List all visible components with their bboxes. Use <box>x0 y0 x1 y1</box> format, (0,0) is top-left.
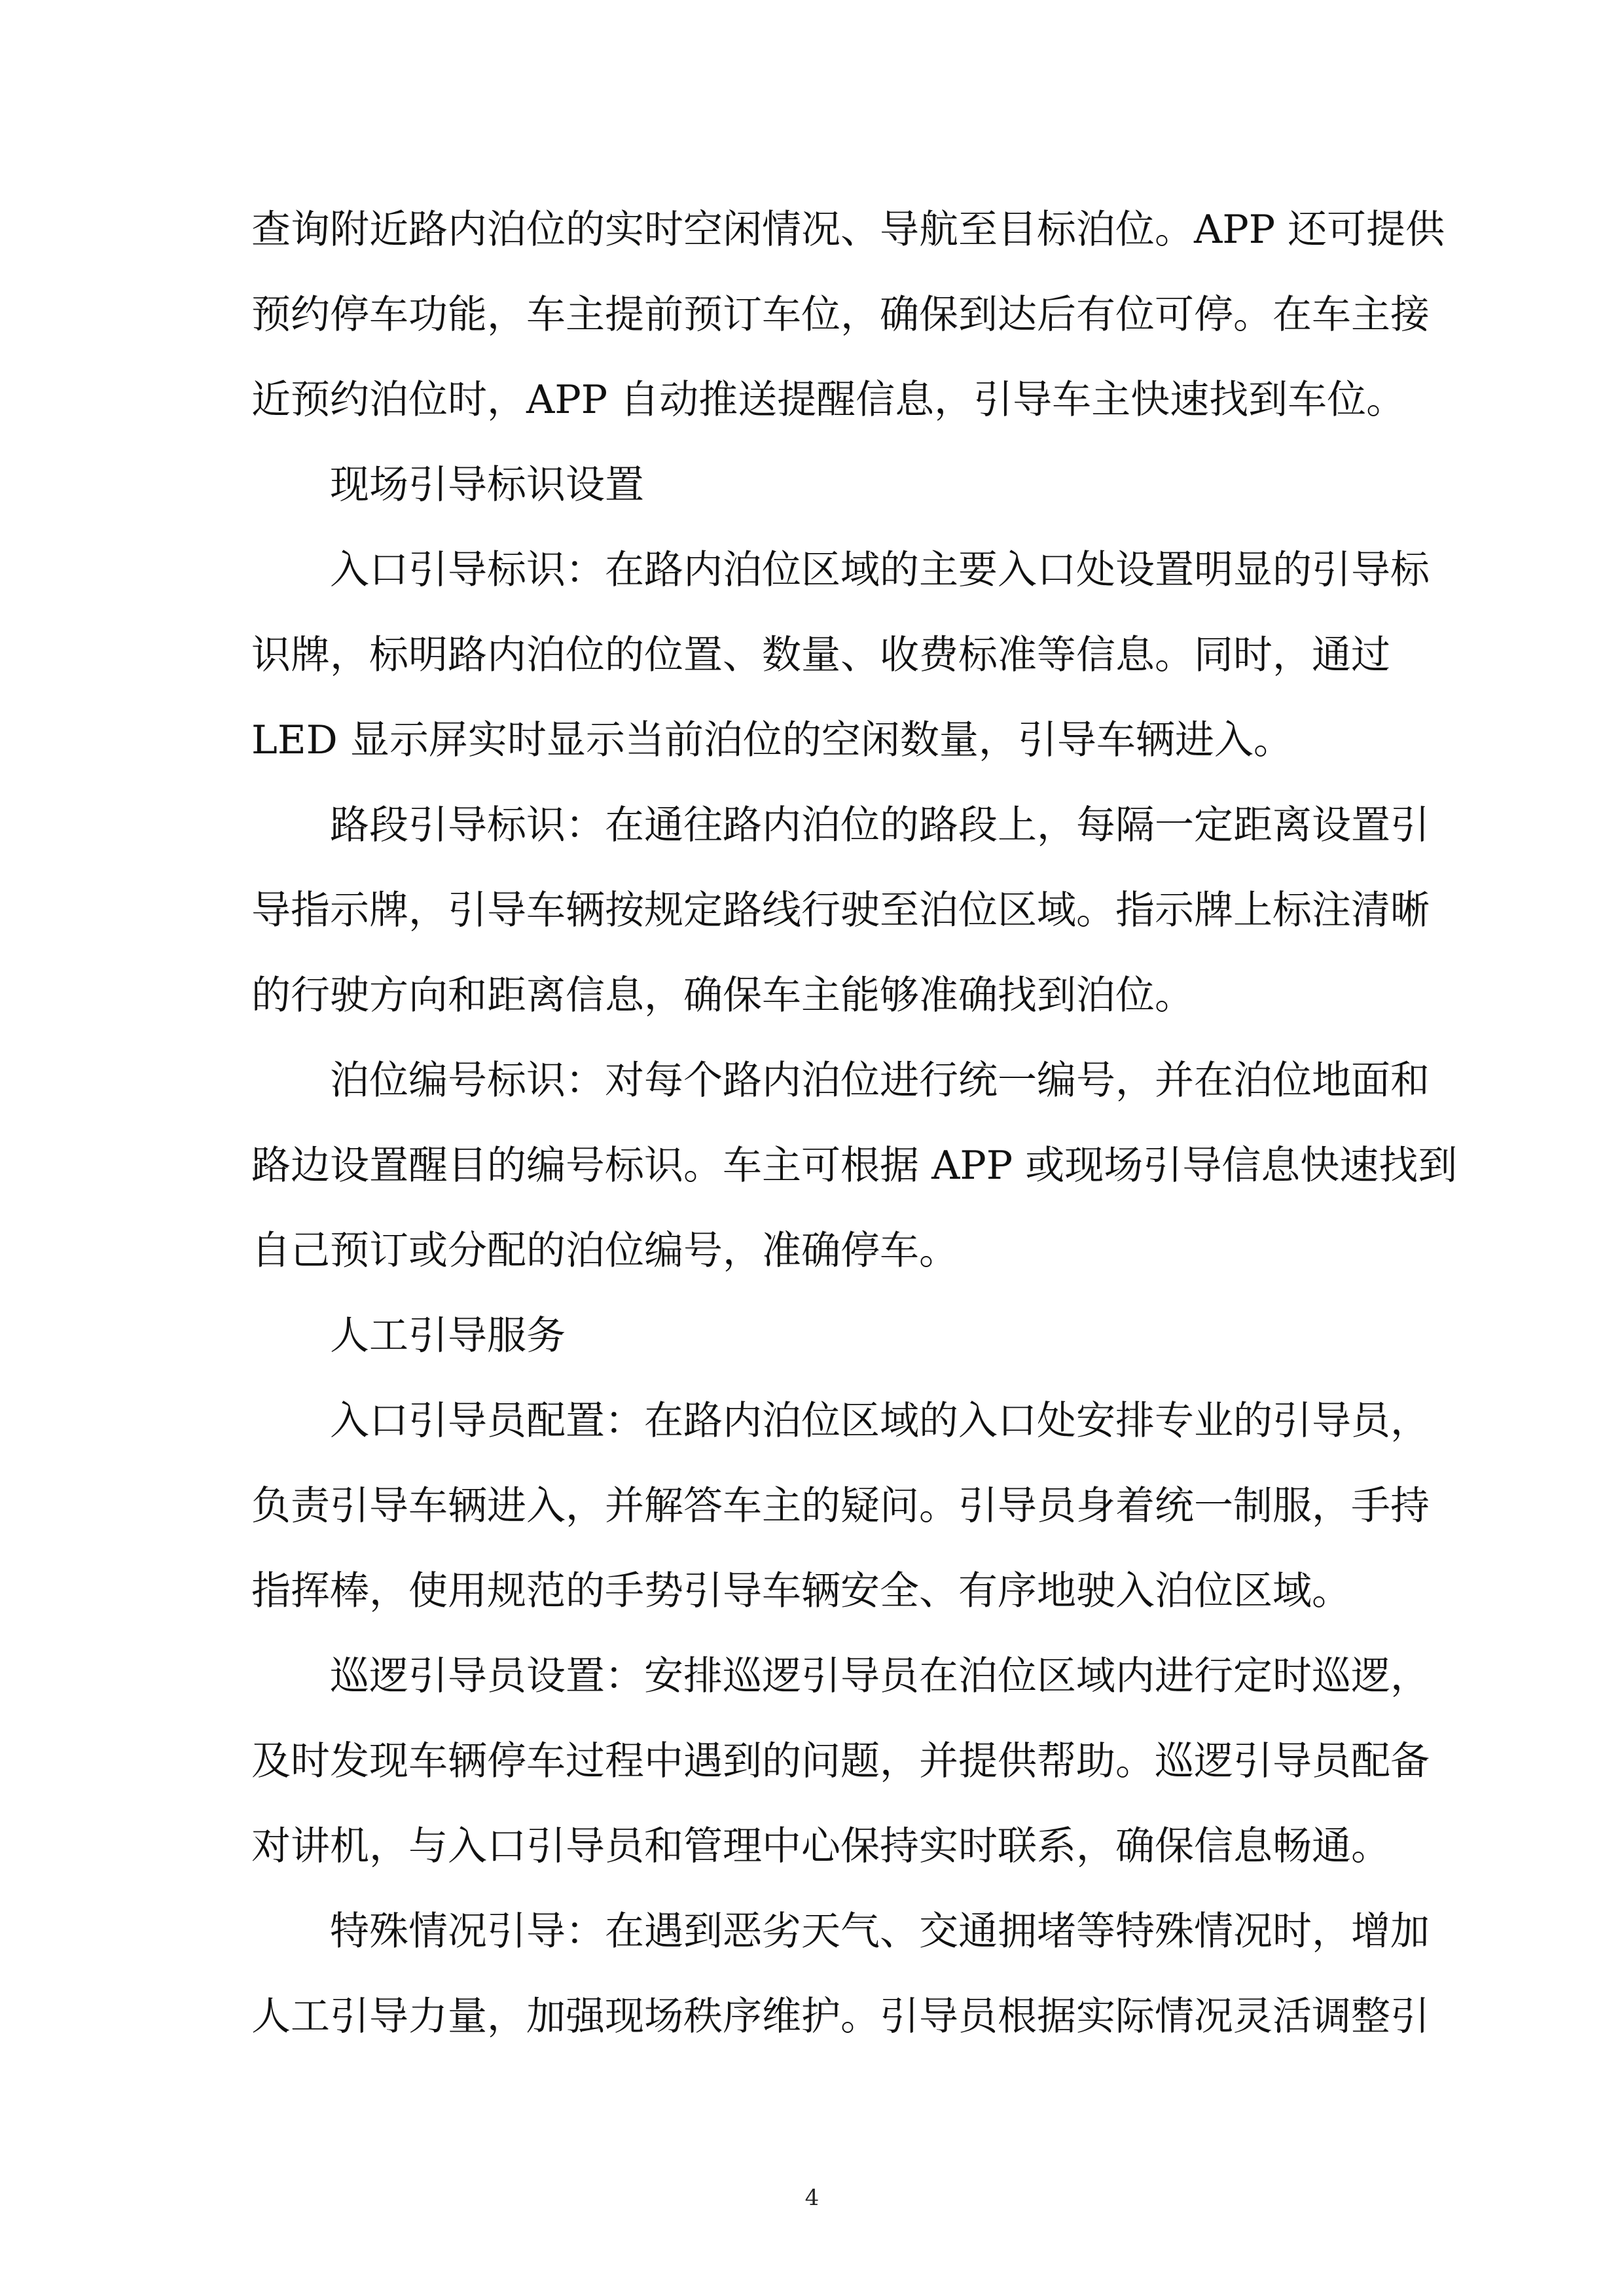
text-line: 巡逻引导员设置：安排巡逻引导员在泊位区域内进行定时巡逻， <box>330 1653 1430 1699</box>
text-line: 及时发现车辆停车过程中遇到的问题，并提供帮助。巡逻引导员配备 <box>251 1738 1430 1784</box>
text-line: 入口引导员配置：在路内泊位区域的入口处安排专业的引导员， <box>330 1398 1430 1444</box>
text-line: 导指示牌，引导车辆按规定路线行驶至泊位区域。指示牌上标注清晰 <box>251 888 1430 933</box>
text-line: 泊位编号标识：对每个路内泊位进行统一编号，并在泊位地面和 <box>330 1058 1430 1103</box>
text-line: 的行驶方向和距离信息，确保车主能够准确找到泊位。 <box>251 973 1194 1018</box>
text-line: 识牌，标明路内泊位的位置、数量、收费标准等信息。同时，通过 <box>251 632 1390 678</box>
text-line: 人工引导力量，加强现场秩序维护。引导员根据实际情况灵活调整引 <box>251 1994 1430 2039</box>
section-heading: 人工引导服务 <box>330 1313 566 1359</box>
section-heading: 现场引导标识设置 <box>330 462 644 508</box>
text-line: 对讲机，与入口引导员和管理中心保持实时联系，确保信息畅通。 <box>251 1823 1390 1869</box>
text-line: LED 显示屏实时显示当前泊位的空闲数量，引导车辆进入。 <box>251 717 1293 763</box>
text-line: 自己预订或分配的泊位编号，准确停车。 <box>251 1228 958 1274</box>
text-line: 负责引导车辆进入，并解答车主的疑问。引导员身着统一制服，手持 <box>251 1483 1430 1529</box>
text-line: 路段引导标识：在通往路内泊位的路段上，每隔一定距离设置引 <box>330 802 1430 848</box>
text-line: 查询附近路内泊位的实时空闲情况、导航至目标泊位。APP 还可提供 <box>251 207 1445 253</box>
text-line: 特殊情况引导：在遇到恶劣天气、交通拥堵等特殊情况时，增加 <box>330 1909 1430 1954</box>
text-line: 预约停车功能，车主提前预订车位，确保到达后有位可停。在车主接 <box>251 292 1430 338</box>
text-line: 指挥棒，使用规范的手势引导车辆安全、有序地驶入泊位区域。 <box>251 1568 1351 1614</box>
text-line: 近预约泊位时，APP 自动推送提醒信息，引导车主快速找到车位。 <box>251 377 1406 423</box>
text-line: 入口引导标识：在路内泊位区域的主要入口处设置明显的引导标 <box>330 547 1430 593</box>
document-body <box>251 187 1458 2059</box>
text-line: 路边设置醒目的编号标识。车主可根据 APP 或现场引导信息快速找到 <box>251 1143 1458 1189</box>
page-number: 4 <box>804 2185 820 2211</box>
